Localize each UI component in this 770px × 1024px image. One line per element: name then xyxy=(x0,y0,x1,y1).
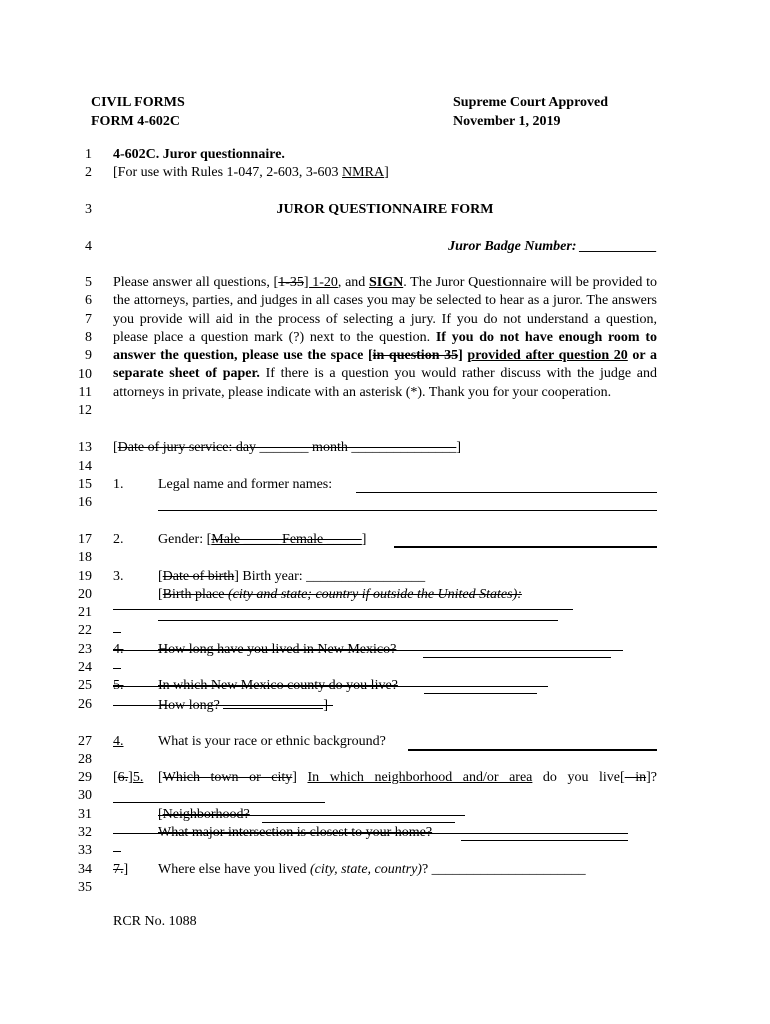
q5-bracket: [ xyxy=(158,770,163,785)
line-number: 12 xyxy=(78,403,92,418)
line-number: 3 xyxy=(85,202,92,217)
form-number-label: FORM 4-602C xyxy=(91,114,181,129)
sign-emphasis: SIGN xyxy=(369,275,404,290)
question-number: 4. xyxy=(113,734,124,749)
line-number: 31 xyxy=(78,807,92,822)
line-number: 26 xyxy=(78,697,92,712)
instr-deleted: in question 35 xyxy=(372,348,459,364)
q5-text: ]? xyxy=(646,770,658,785)
q5-bracket: [ xyxy=(113,770,118,785)
line-number: 14 xyxy=(78,459,92,474)
date-deleted-text: Date of jury service: day _______ month _______________ xyxy=(117,440,457,455)
strike-line xyxy=(158,815,465,816)
q5-number-inserted: 5. xyxy=(132,770,144,785)
birth-place-line-2[interactable] xyxy=(158,620,558,621)
q5-deleted: Which town or city xyxy=(162,770,293,785)
q2-text: Gender: [ xyxy=(158,532,212,547)
strike-line xyxy=(113,833,628,834)
nmra-label: NMRA xyxy=(342,165,385,180)
how-long-blank xyxy=(223,696,323,709)
question-number-deleted: 5. xyxy=(113,678,124,693)
q5-number-deleted: 6. xyxy=(117,770,129,785)
neighborhood-answer-line[interactable] xyxy=(113,802,325,803)
instr-text: Please answer all questions, [ xyxy=(113,275,279,290)
deleted-line-mark xyxy=(113,632,121,633)
q6-italic: (city, state, country) xyxy=(310,862,422,877)
approval-label: Supreme Court Approved xyxy=(453,95,609,110)
q2-bracket: ] xyxy=(361,532,367,547)
q6-text: Where else have you lived xyxy=(158,862,310,877)
date-of-jury-service-field[interactable] xyxy=(113,439,461,457)
county-deleted: In which New Mexico county do you live? xyxy=(158,678,398,693)
bracket-open: [ xyxy=(158,807,163,822)
line-number: 20 xyxy=(78,587,92,602)
line-number: 1 xyxy=(85,147,92,162)
birth-place-deleted-italic: (city and state; country if outside the United States): xyxy=(227,587,522,602)
q5-number xyxy=(113,769,143,787)
intersection-blank xyxy=(461,840,628,841)
q5-bracket: ] xyxy=(128,770,133,785)
q1-answer-line[interactable] xyxy=(356,492,657,493)
instr-text: . The Juror Questionnaire will be provided to the attorneys, parties, and judges in all cases you may be selected to hear as a juror. The answers you provide will aid in the process of selecting a jury. If you do not understand a question, please place a question mark (?) next to the question. xyxy=(113,275,658,345)
instr-bold: ] xyxy=(458,348,468,364)
line-number: 11 xyxy=(78,385,92,400)
rule-use-note xyxy=(113,164,389,182)
instr-deleted: 1-35 xyxy=(278,275,304,290)
q1-answer-line-2[interactable] xyxy=(158,510,657,511)
line-number: 29 xyxy=(78,770,92,785)
deleted-line-mark xyxy=(113,668,121,669)
line-number: 2 xyxy=(85,165,92,180)
line-number: 13 xyxy=(78,440,92,455)
q3-text: ] Birth year: xyxy=(234,569,307,584)
line-number: 27 xyxy=(78,734,92,749)
birth-place-line[interactable] xyxy=(113,609,573,610)
rule-use-prefix: [For use with Rules 1-047, 2-603, 3-603 xyxy=(113,165,343,180)
line-number: 21 xyxy=(78,605,92,620)
line-number: 6 xyxy=(85,293,92,308)
rule-heading: 4-602C. Juror questionnaire. xyxy=(113,147,285,162)
q3-bracket: [ xyxy=(158,569,163,584)
strike-line xyxy=(113,650,623,651)
instr-inserted: provided after question 20 xyxy=(467,348,628,364)
instructions-paragraph xyxy=(113,274,657,402)
q6-number-deleted: 7. xyxy=(113,862,124,877)
q3-deleted: Date of birth xyxy=(162,569,235,584)
line-number: 9 xyxy=(85,348,92,363)
bracket-open: [ xyxy=(113,440,118,455)
q3-bracket: [ xyxy=(158,587,163,602)
strike-line xyxy=(113,705,333,706)
q4-label: What is your race or ethnic background? xyxy=(158,734,386,749)
line-number: 34 xyxy=(78,862,92,877)
q5-bracket: ] xyxy=(292,770,308,785)
line-number: 25 xyxy=(78,678,92,693)
form-title: JUROR QUESTIONNAIRE FORM xyxy=(276,202,494,217)
line-number: 23 xyxy=(78,642,92,657)
neighborhood-blank xyxy=(262,822,455,823)
strike-line xyxy=(113,686,548,687)
instr-bold: If you do not have enough room to answer the question, please use the space [ xyxy=(113,329,657,364)
q5-inserted: In which neighborhood and/or area xyxy=(307,770,533,785)
line-number: 10 xyxy=(78,367,92,382)
lived-in-nm-answer-line xyxy=(423,657,611,658)
instr-text: , and xyxy=(337,275,369,290)
question-number: 3. xyxy=(113,569,124,584)
line-number: 22 xyxy=(78,623,92,638)
q2-label xyxy=(158,531,366,549)
line-number: 32 xyxy=(78,825,92,840)
deleted-line-mark xyxy=(113,851,121,852)
q5-label xyxy=(158,769,657,787)
q6-number xyxy=(113,861,128,879)
gender-answer-line[interactable] xyxy=(394,546,657,548)
line-number: 35 xyxy=(78,880,92,895)
line-number: 30 xyxy=(78,788,92,803)
birth-place-label xyxy=(158,586,522,604)
footer-rcr-number: RCR No. 1088 xyxy=(113,914,197,929)
line-number: 16 xyxy=(78,495,92,510)
line-number: 18 xyxy=(78,550,92,565)
line-number: 17 xyxy=(78,532,92,547)
lived-in-nm-deleted: How long have you lived in New Mexico? xyxy=(158,642,397,657)
q5-text: do you live[ xyxy=(532,770,625,785)
bracket-close: ] xyxy=(123,862,129,877)
where-else-field[interactable]: ? ______________________ xyxy=(421,862,586,877)
instr-bold: or a separate sheet of paper. xyxy=(113,348,657,382)
q3-label xyxy=(158,568,425,586)
how-long-text: How long? xyxy=(158,698,224,713)
birth-year-field[interactable]: _________________ xyxy=(306,569,426,584)
q6-label xyxy=(158,861,586,879)
line-number: 5 xyxy=(85,275,92,290)
line-number: 15 xyxy=(78,477,92,492)
line-number: 28 xyxy=(78,752,92,767)
q1-label: Legal name and former names: xyxy=(158,477,333,492)
bracket-close: ] xyxy=(456,440,462,455)
approval-date: November 1, 2019 xyxy=(453,114,561,129)
rule-use-suffix: ] xyxy=(384,165,389,180)
line-number: 4 xyxy=(85,239,92,254)
q5-tail-deleted: in xyxy=(624,770,647,785)
line-number: 7 xyxy=(85,312,92,327)
bracket-close: ] xyxy=(323,698,328,713)
instr-inserted: ] 1-20 xyxy=(303,275,338,290)
neighborhood-text: Neighborhood? xyxy=(162,807,250,822)
instr-text: If there is a question you would rather discuss with the judge and attorneys in private, please indicate with an asterisk (*). Thank you for your cooperation. xyxy=(113,366,657,400)
question-number: 2. xyxy=(113,532,124,547)
juror-badge-number-field[interactable]: Juror Badge Number: ___________ xyxy=(448,239,657,254)
line-number: 33 xyxy=(78,843,92,858)
form-series-label: CIVIL FORMS xyxy=(91,95,185,110)
county-answer-line xyxy=(424,693,537,694)
question-number-deleted: 4. xyxy=(113,642,124,657)
line-number: 8 xyxy=(85,330,92,345)
line-number: 19 xyxy=(78,569,92,584)
race-answer-line[interactable] xyxy=(408,749,657,751)
question-number: 1. xyxy=(113,477,124,492)
birth-place-deleted: Birth place xyxy=(162,587,228,602)
q2-deleted: Male _____ Female _____ xyxy=(211,532,362,547)
intersection-deleted: What major intersection is closest to your home? xyxy=(158,825,433,840)
line-number: 24 xyxy=(78,660,92,675)
